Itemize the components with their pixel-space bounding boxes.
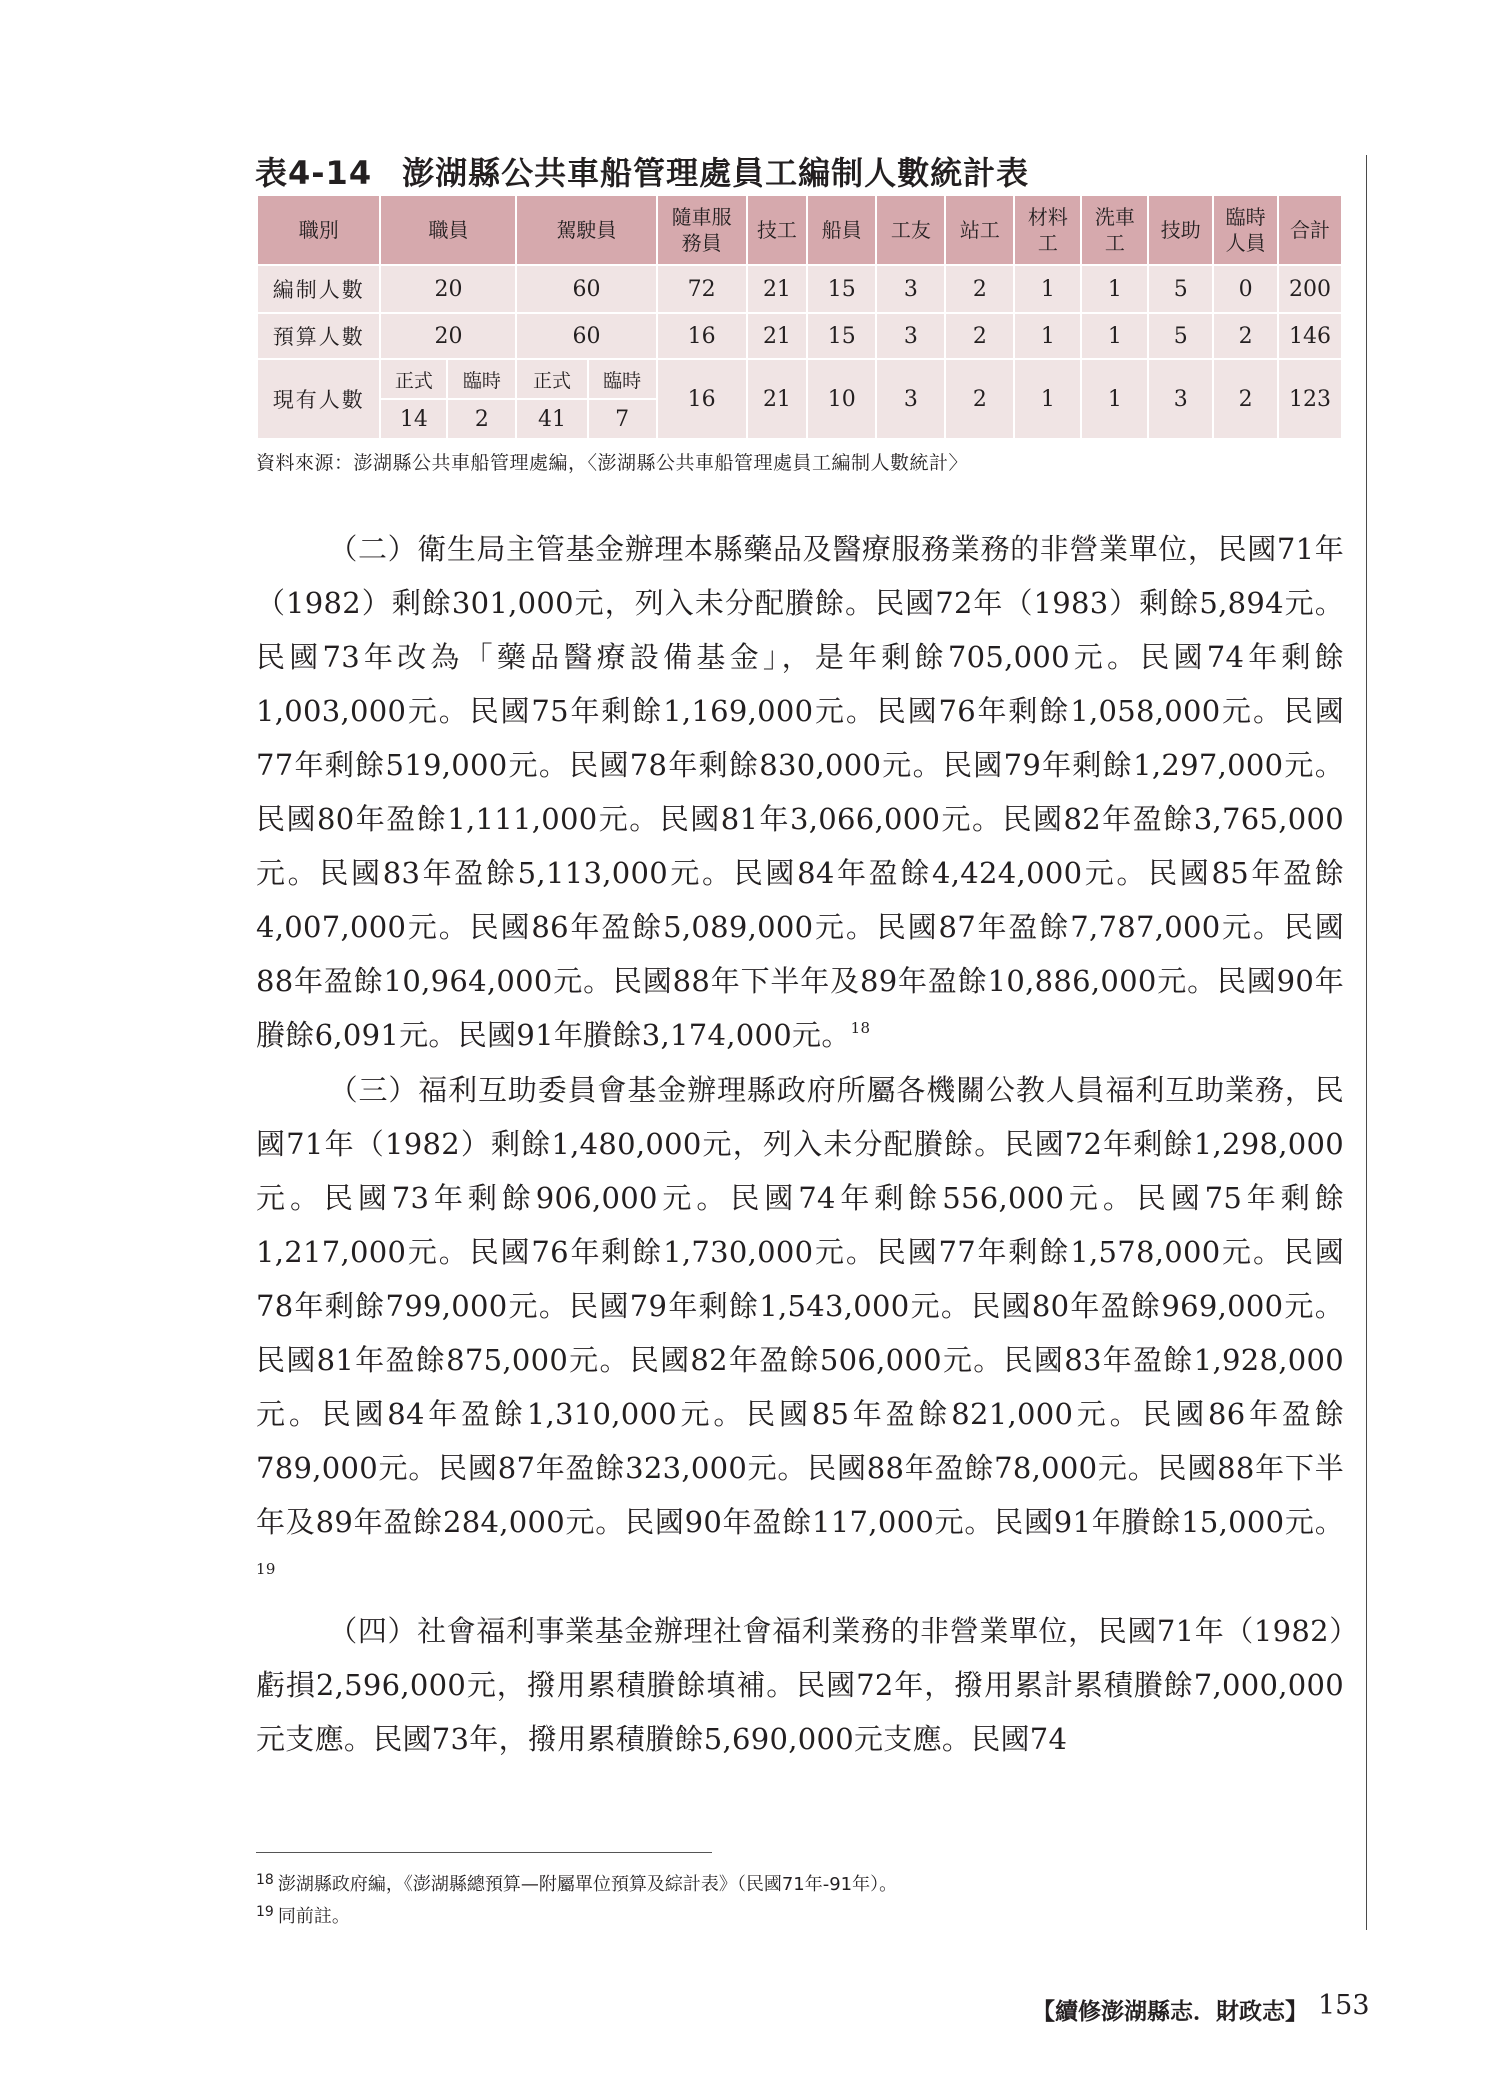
header-cell: 合計	[1278, 195, 1342, 265]
footnote	[256, 1870, 897, 1896]
paragraph-3	[256, 1063, 1344, 1603]
footnote	[256, 1902, 350, 1928]
table-cell: 3	[876, 313, 945, 359]
header-cell: 工友	[876, 195, 945, 265]
table-cell: 20	[380, 265, 516, 313]
table-cell: 20	[380, 313, 516, 359]
row-label: 編制人數	[257, 265, 380, 313]
table-cell: 60	[516, 265, 656, 313]
header-line: 人員	[1225, 231, 1266, 255]
header-line: 務員	[681, 231, 722, 255]
header-line: 隨車服	[671, 205, 732, 229]
footnote-ref: 18	[850, 1019, 871, 1037]
table-row	[257, 313, 1342, 359]
table-cell: 21	[747, 359, 808, 439]
footnote-divider	[256, 1852, 712, 1853]
table-cell: 123	[1278, 359, 1342, 439]
table-cell: 7	[588, 399, 657, 439]
footnote-text: 澎湖縣政府編，《澎湖縣總預算—附屬單位預算及綜計表》（民國71年-91年）。	[277, 1874, 898, 1895]
header-cell: 職別	[257, 195, 380, 265]
page-number: 153	[1318, 1990, 1370, 2021]
table-cell: 21	[747, 265, 808, 313]
header-cell: 職員	[380, 195, 516, 265]
margin-rule	[1366, 155, 1367, 1930]
footnote-ref: 19	[256, 1560, 276, 1578]
header-line: 洗車	[1094, 205, 1135, 229]
table-title-text: 澎湖縣公共車船管理處員工編制人數統計表	[402, 154, 1030, 192]
sub-header-cell: 臨時	[447, 359, 516, 399]
header-cell: 技工	[747, 195, 808, 265]
sub-header-cell: 正式	[516, 359, 587, 399]
header-cell: 船員	[807, 195, 876, 265]
table-cell: 1	[1081, 359, 1148, 439]
table-cell: 1	[1014, 313, 1081, 359]
table-cell: 2	[945, 359, 1014, 439]
header-cell	[1213, 195, 1278, 265]
header-cell	[657, 195, 747, 265]
table-number: 表4-14	[255, 154, 373, 192]
footnote-text: 同前註。	[277, 1906, 350, 1927]
staff-table	[256, 194, 1343, 440]
table-cell: 41	[516, 399, 587, 439]
footnote-number: 18	[256, 1872, 274, 1888]
table-cell: 16	[657, 313, 747, 359]
paragraph-text: （四）社會福利事業基金辦理社會福利業務的非營業單位，民國71年（1982）虧損2,596,000元，撥用累積賸餘填補。民國72年，撥用累計累積賸餘7,000,000元支應。民國73年，撥用累積賸餘5,690,000元支應。民國74	[256, 1614, 1344, 1756]
table-cell: 2	[945, 265, 1014, 313]
table-cell: 72	[657, 265, 747, 313]
header-line: 材料	[1027, 205, 1068, 229]
header-cell: 站工	[945, 195, 1014, 265]
table-row-current-top	[257, 359, 1342, 399]
table-cell: 15	[807, 313, 876, 359]
paragraph-2	[256, 522, 1344, 1062]
table-cell: 15	[807, 265, 876, 313]
table-cell: 200	[1278, 265, 1342, 313]
table-cell: 3	[876, 359, 945, 439]
header-cell: 駕駛員	[516, 195, 656, 265]
paragraph-text: （三）福利互助委員會基金辦理縣政府所屬各機關公教人員福利互助業務，民國71年（1982）剩餘1,480,000元，列入未分配賸餘。民國72年剩餘1,298,000元。民國73年剩餘906,000元。民國74年剩餘556,000元。民國75年剩餘1,217,000元。民國76年剩餘1,730,000元。民國77年剩餘1,578,000元。民國78年剩餘799,000元。民國79年剩餘1,543,000元。民國80年盈餘969,000元。民國81年盈餘875,000元。民國82年盈餘506,000元。民國83年盈餘1,928,000元。民國84年盈餘1,310,000元。民國85年盈餘821,000元。民國86年盈餘789,000元。民國87年盈餘323,000元。民國88年盈餘78,000元。民國88年下半年及89年盈餘284,000元。民國90年盈餘117,000元。民國91年賸餘15,000元。	[256, 1073, 1344, 1539]
table-cell: 1	[1014, 359, 1081, 439]
header-line: 臨時	[1225, 205, 1266, 229]
table-header-row	[257, 195, 1342, 265]
running-footer: 【續修澎湖縣志．財政志】	[1032, 1998, 1308, 2025]
table-cell: 60	[516, 313, 656, 359]
table-cell: 146	[1278, 313, 1342, 359]
table-cell: 5	[1148, 313, 1213, 359]
sub-header-cell: 臨時	[588, 359, 657, 399]
table-cell: 1	[1014, 265, 1081, 313]
footnote-number: 19	[256, 1904, 274, 1920]
table-cell: 2	[945, 313, 1014, 359]
sub-header-cell: 正式	[380, 359, 447, 399]
table-cell: 3	[876, 265, 945, 313]
header-cell	[1081, 195, 1148, 265]
table-cell: 5	[1148, 265, 1213, 313]
header-line: 工	[1037, 231, 1058, 255]
table-title	[255, 148, 1029, 194]
table-cell: 14	[380, 399, 447, 439]
table-cell: 1	[1081, 313, 1148, 359]
table-cell: 10	[807, 359, 876, 439]
table-cell: 16	[657, 359, 747, 439]
header-cell: 技助	[1148, 195, 1213, 265]
table-cell: 1	[1081, 265, 1148, 313]
table-cell: 3	[1148, 359, 1213, 439]
paragraph-4	[256, 1604, 1344, 1766]
table-row	[257, 265, 1342, 313]
table-cell: 2	[447, 399, 516, 439]
table-cell: 21	[747, 313, 808, 359]
table-cell: 0	[1213, 265, 1278, 313]
header-line: 工	[1104, 231, 1125, 255]
header-cell	[1014, 195, 1081, 265]
table-cell: 2	[1213, 313, 1278, 359]
table-cell: 2	[1213, 359, 1278, 439]
row-label: 預算人數	[257, 313, 380, 359]
table-source: 資料來源：澎湖縣公共車船管理處編，〈澎湖縣公共車船管理處員工編制人數統計〉	[256, 452, 969, 474]
row-label: 現有人數	[257, 359, 380, 439]
paragraph-text: （二）衛生局主管基金辦理本縣藥品及醫療服務業務的非營業單位，民國71年（1982）剩餘301,000元，列入未分配賸餘。民國72年（1983）剩餘5,894元。民國73年改為「藥品醫療設備基金」，是年剩餘705,000元。民國74年剩餘1,003,000元。民國75年剩餘1,169,000元。民國76年剩餘1,058,000元。民國77年剩餘519,000元。民國78年剩餘830,000元。民國79年剩餘1,297,000元。民國80年盈餘1,111,000元。民國81年3,066,000元。民國82年盈餘3,765,000元。民國83年盈餘5,113,000元。民國84年盈餘4,424,000元。民國85年盈餘4,007,000元。民國86年盈餘5,089,000元。民國87年盈餘7,787,000元。民國88年盈餘10,964,000元。民國88年下半年及89年盈餘10,886,000元。民國90年賸餘6,091元。民國91年賸餘3,174,000元。	[256, 532, 1344, 1052]
